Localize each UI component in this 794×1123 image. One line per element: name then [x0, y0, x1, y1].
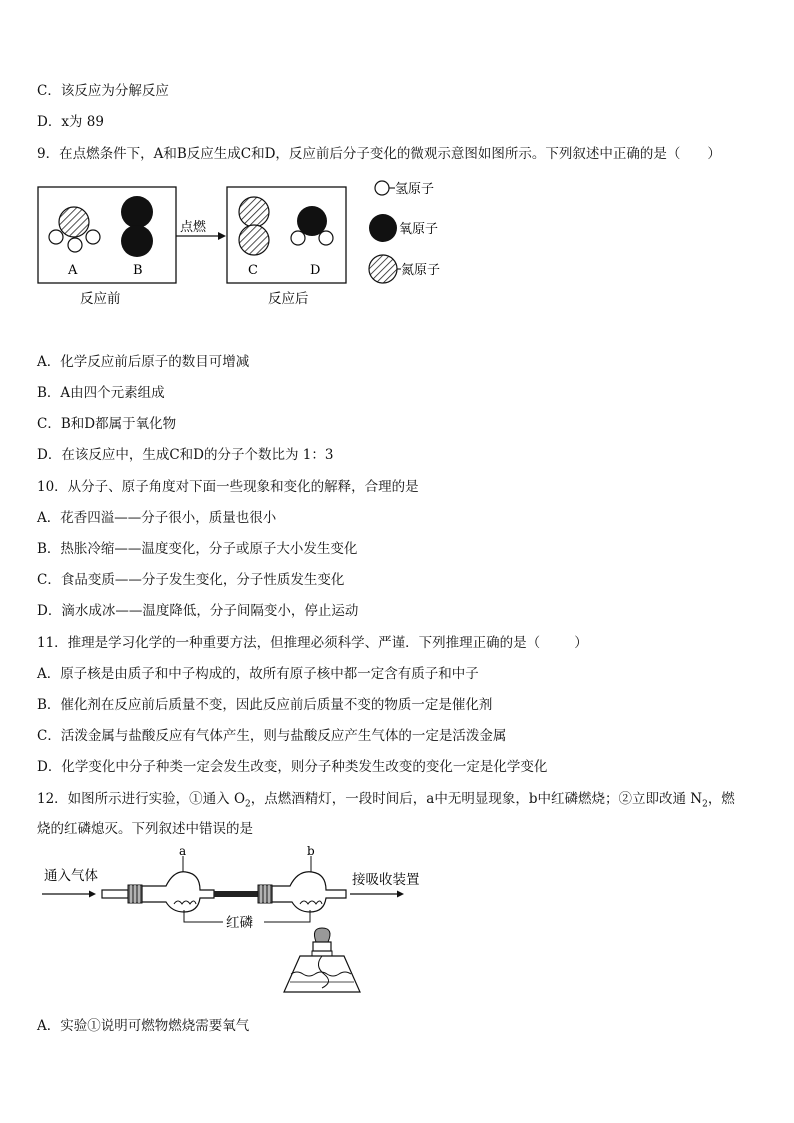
red-phosphorus-label: 红磷: [226, 915, 253, 931]
legend-nitrogen-label: 氮原子: [401, 263, 441, 278]
label-b: b: [307, 846, 315, 858]
q11-stem-close: ）: [574, 635, 588, 651]
molecule-c: [239, 197, 269, 255]
q12-apparatus-diagram: [38, 846, 438, 1006]
legend-oxygen-label: 氧原子: [399, 222, 439, 237]
molecule-d: [291, 206, 333, 245]
q9-stem: 9．在点燃条件下，A和B反应生成C和D，反应前后分子变化的微观示意图如图所示。下列叙述中正确的是（ ）: [37, 146, 721, 162]
tube-a: [102, 846, 214, 912]
tube-b: [258, 846, 346, 912]
label-a: a: [179, 846, 187, 858]
legend-oxygen: [369, 214, 438, 242]
q9-option-c: C．B和D都属于氧化物: [37, 416, 177, 432]
arrow-label: 点燃: [180, 220, 207, 235]
q10-option-c: C．食品变质——分子发生变化，分子性质发生变化: [37, 572, 345, 588]
label-a: A: [68, 263, 78, 278]
q12-stem-part2: ，点燃酒精灯，一段时间后，a中无明显现象，b中红磷燃烧；②立即改通 N: [250, 791, 703, 807]
legend-hydrogen-label: 氢原子: [395, 182, 435, 197]
q9-option-d: D．在该反应中，生成C和D的分子个数比为 1：3: [37, 447, 334, 463]
o2-subscript: 2: [245, 799, 251, 810]
molecule-a: [49, 207, 100, 252]
label-c: C: [248, 263, 258, 278]
legend-hydrogen: [375, 181, 434, 197]
q11-option-c: C．活泼金属与盐酸反应有气体产生，则与盐酸反应产生气体的一定是活泼金属: [37, 728, 507, 744]
caption-after: 反应后: [268, 291, 309, 307]
q11-option-d: D．化学变化中分子种类一定会发生改变，则分子种类发生改变的变化一定是化学变化: [37, 759, 548, 775]
connector: [214, 891, 258, 897]
label-b: B: [133, 263, 143, 278]
q9-option-b: B．A由四个元素组成: [37, 385, 165, 401]
q9-molecule-diagram: [30, 176, 490, 312]
q8-option-d: D．x为 89: [37, 114, 104, 130]
q11-option-b: B．催化剂在反应前后质量不变，因此反应前后质量不变的物质一定是催化剂: [37, 697, 493, 713]
q12-stem-part1: 12．如图所示进行实验，①通入 O: [37, 791, 246, 807]
caption-before: 反应前: [80, 291, 121, 307]
inlet-label: 通入气体: [44, 868, 98, 884]
legend-nitrogen: [369, 255, 440, 283]
q10-option-d: D．滴水成冰——温度降低，分子间隔变小，停止运动: [37, 603, 359, 619]
label-d: D: [310, 263, 321, 278]
outlet-label: 接吸收装置: [352, 872, 420, 888]
n2-subscript: 2: [702, 799, 708, 810]
q10-stem: 10．从分子、原子角度对下面一些现象和变化的解释，合理的是: [37, 479, 419, 495]
q10-option-a: A．花香四溢——分子很小，质量也很小: [37, 510, 277, 526]
alcohol-lamp: [284, 928, 360, 992]
q11-stem-text: 11．推理是学习化学的一种重要方法，但推理必须科学、严谨．下列推理正确的是（: [37, 635, 541, 651]
q8-option-c: C．该反应为分解反应: [37, 83, 169, 99]
q10-option-b: B．热胀冷缩——温度变化，分子或原子大小发生变化: [37, 541, 358, 557]
q11-stem: [37, 634, 588, 652]
q12-stem-part3: ，燃: [707, 791, 735, 807]
q12-option-a: A．实验①说明可燃物燃烧需要氧气: [37, 1018, 250, 1034]
q11-option-a: A．原子核是由质子和中子构成的，故所有原子核中都一定含有质子和中子: [37, 666, 479, 682]
q9-option-a: A．化学反应前后原子的数目可增减: [37, 354, 250, 370]
q12-stem-line2: 烧的红磷熄灭。下列叙述中错误的是: [37, 821, 253, 837]
molecule-b: [121, 196, 153, 257]
q12-stem-line1: [37, 790, 735, 814]
